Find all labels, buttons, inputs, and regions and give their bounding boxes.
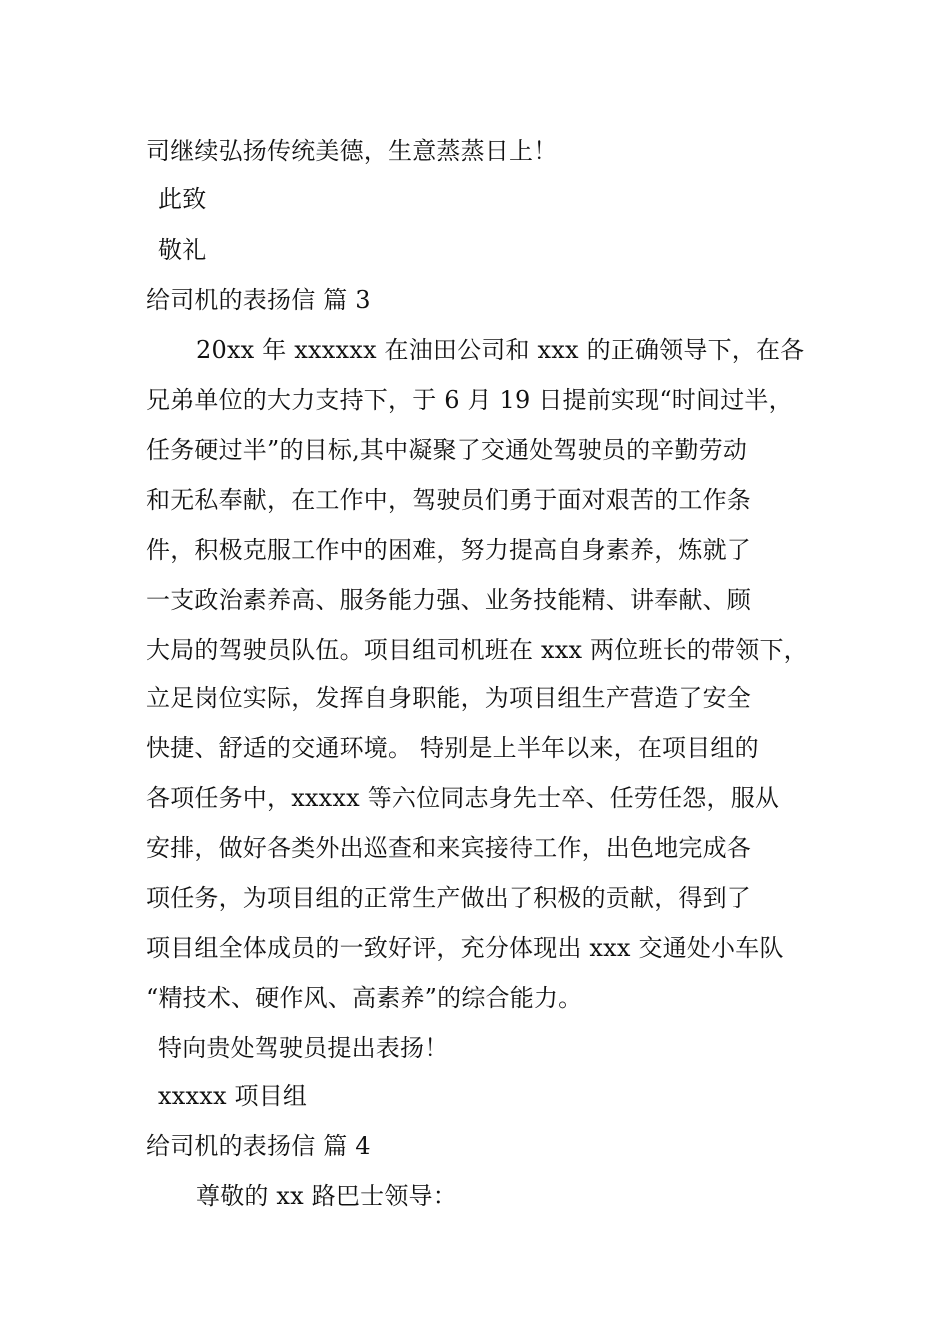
paragraph-line: 快捷、舒适的交通环境。 特别是上半年以来，在项目组的 xyxy=(146,734,759,762)
paragraph-line: 和无私奉献，在工作中，驾驶员们勇于面对艰苦的工作条 xyxy=(146,486,751,514)
paragraph-line: 项任务，为项目组的正常生产做出了积极的贡献，得到了 xyxy=(146,884,751,912)
paragraph-line: “精技术、硬作风、高素养”的综合能力。 xyxy=(146,984,583,1012)
paragraph-line: 大局的驾驶员队伍。项目组司机班在 xxx 两位班长的带领下， xyxy=(146,636,808,664)
paragraph-line: 任务硬过半”的目标,其中凝聚了交通处驾驶员的辛勤劳动 xyxy=(146,436,748,464)
section-heading-4: 给司机的表扬信 篇 4 xyxy=(146,1132,371,1160)
section-heading-3: 给司机的表扬信 篇 3 xyxy=(146,286,371,314)
text-line-cizhi: 此致 xyxy=(158,185,207,213)
text-line-salutation: 尊敬的 xx 路巴士领导： xyxy=(196,1182,457,1210)
paragraph-line: 各项任务中，xxxxx 等六位同志身先士卒、任劳任怨，服从 xyxy=(146,784,780,812)
paragraph-line: 一支政治素养高、服务能力强、业务技能精、讲奉献、顾 xyxy=(146,586,751,614)
text-line-jingli: 敬礼 xyxy=(158,236,207,264)
paragraph-line: 项目组全体成员的一致好评，充分体现出 xxx 交通处小车队 xyxy=(146,934,784,962)
paragraph-line: 立足岗位实际，发挥自身职能，为项目组生产营造了安全 xyxy=(146,684,751,712)
text-line-signature: xxxxx 项目组 xyxy=(158,1082,308,1110)
paragraph-line: 20xx 年 xxxxxx 在油田公司和 xxx 的正确领导下，在各 xyxy=(196,336,805,364)
paragraph-line: 安排，做好各类外出巡查和来宾接待工作，出色地完成各 xyxy=(146,834,751,862)
paragraph-line: 兄弟单位的大力支持下，于 6 月 19 日提前实现“时间过半， xyxy=(146,386,793,414)
paragraph-line: 件，积极克服工作中的困难，努力提高自身素养，炼就了 xyxy=(146,536,751,564)
text-line-closing-wish: 司继续弘扬传统美德，生意蒸蒸日上！ xyxy=(146,137,558,165)
text-line-praise: 特向贵处驾驶员提出表扬！ xyxy=(158,1034,449,1062)
